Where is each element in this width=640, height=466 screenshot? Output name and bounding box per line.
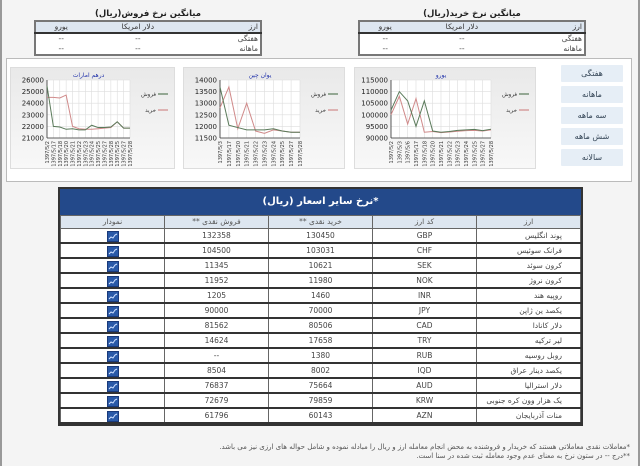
chart-icon[interactable] — [107, 291, 119, 302]
line-chart — [11, 68, 174, 168]
chart-icon[interactable] — [107, 366, 119, 377]
currency-code: JPY — [373, 303, 477, 318]
currency-code: TRY — [373, 333, 477, 348]
svg-text:1397/5/27: 1397/5/27 — [289, 141, 296, 167]
cash-sell: 11345 — [165, 258, 269, 273]
currency-code: IQD — [373, 363, 477, 378]
chart-icon[interactable] — [107, 246, 119, 257]
currency-code: SEK — [373, 258, 477, 273]
svg-text:1397/5/23: 1397/5/23 — [455, 141, 462, 167]
table-row — [61, 363, 581, 378]
chart-cell — [61, 333, 165, 348]
chart-icon[interactable] — [107, 396, 119, 407]
currency-name: فرانک سوئیس — [477, 243, 581, 258]
svg-text:1397/5/17: 1397/5/17 — [414, 141, 420, 167]
cash-sell: -- — [165, 348, 269, 363]
table-row: هفتگی -- -- — [382, 34, 582, 43]
chart-panel — [6, 58, 632, 182]
table-row — [61, 273, 581, 288]
chart-icon[interactable] — [107, 381, 119, 392]
svg-text:فروش: فروش — [310, 92, 326, 98]
currency-code: INR — [373, 288, 477, 303]
chart-icon[interactable] — [107, 261, 119, 272]
currency-name: منات آذربایجان — [477, 408, 581, 423]
currency-name: کرون سوئد — [477, 258, 581, 273]
line-chart — [355, 68, 535, 168]
table-row — [61, 229, 581, 244]
period-monthly-button[interactable]: ماهانه — [561, 86, 623, 103]
cash-buy: 60143 — [269, 408, 373, 423]
period-yearly-button[interactable]: سالانه — [561, 149, 623, 166]
table-row — [61, 333, 581, 348]
table-row — [61, 243, 581, 258]
currency-code: NOK — [373, 273, 477, 288]
table-row — [61, 393, 581, 408]
svg-text:1397/5/23: 1397/5/23 — [83, 141, 90, 167]
chart-cell — [61, 229, 165, 244]
chart-cell — [61, 273, 165, 288]
svg-text:1397/5/18: 1397/5/18 — [57, 141, 64, 167]
chart-icon[interactable] — [107, 276, 119, 287]
svg-text:13000: 13000 — [194, 99, 217, 108]
cash-sell: 90000 — [165, 303, 269, 318]
svg-text:21000: 21000 — [21, 134, 44, 143]
cash-buy: 75664 — [269, 378, 373, 393]
period-buttons — [561, 65, 623, 170]
svg-text:1397/5/25: 1397/5/25 — [96, 141, 103, 167]
chart-cell — [61, 243, 165, 258]
svg-text:100000: 100000 — [361, 111, 388, 120]
chart-cell — [61, 393, 165, 408]
currency-code: RUB — [373, 348, 477, 363]
currency-name: کرون نروژ — [477, 273, 581, 288]
svg-text:1397/5/2: 1397/5/2 — [45, 141, 51, 164]
svg-text:25000: 25000 — [21, 88, 44, 97]
chart-cell — [61, 318, 165, 333]
currency-name: پوند انگلیس — [477, 229, 581, 244]
svg-text:فروش: فروش — [140, 92, 156, 98]
currency-code: KRW — [373, 393, 477, 408]
chart-icon[interactable] — [107, 306, 119, 317]
chart-cell — [61, 348, 165, 363]
svg-text:23000: 23000 — [21, 111, 44, 120]
svg-text:110000: 110000 — [361, 88, 388, 97]
avg-buy-table — [358, 20, 586, 56]
cash-buy: 17658 — [269, 333, 373, 348]
svg-text:1397/5/17: 1397/5/17 — [51, 141, 58, 167]
svg-text:12000: 12000 — [194, 122, 217, 131]
currency-name: روبل روسیه — [477, 348, 581, 363]
svg-text:95000: 95000 — [365, 122, 388, 131]
period-3month-button[interactable]: سه ماهه — [561, 107, 623, 124]
svg-text:1397/5/20: 1397/5/20 — [235, 141, 242, 167]
currency-code: GBP — [373, 229, 477, 244]
svg-text:1397/5/21: 1397/5/21 — [439, 141, 445, 167]
table-row: هفتگی -- -- — [58, 34, 258, 43]
svg-text:1397/5/6: 1397/5/6 — [405, 141, 412, 164]
currency-name: یک هزار وون کره جنوبی — [477, 393, 581, 408]
svg-text:خرید: خرید — [315, 108, 326, 114]
avg-sell-box — [34, 8, 262, 56]
period-weekly-button[interactable]: هفتگی — [561, 65, 623, 82]
cash-buy: 70000 — [269, 303, 373, 318]
svg-text:1397/5/28: 1397/5/28 — [298, 141, 304, 167]
currency-name: روپیه هند — [477, 288, 581, 303]
cash-sell: 72679 — [165, 393, 269, 408]
chart-cell — [61, 258, 165, 273]
svg-text:26000: 26000 — [21, 76, 44, 85]
svg-text:1397/5/23: 1397/5/23 — [262, 141, 269, 167]
chart-cell — [61, 303, 165, 318]
svg-text:1397/5/27: 1397/5/27 — [102, 141, 109, 167]
footnote-cash: *معاملات نقدی معاملاتی هستند که خریدار و فروشنده به محض انجام معامله ارز و ریال را مبادله نموده و شامل حواله های ارزی نیز می باشد. — [219, 443, 630, 451]
cash-buy: 79859 — [269, 393, 373, 408]
svg-text:1397/5/3: 1397/5/3 — [397, 141, 404, 164]
svg-text:1397/5/24: 1397/5/24 — [271, 141, 278, 167]
cash-buy: 103031 — [269, 243, 373, 258]
svg-text:1397/5/25: 1397/5/25 — [115, 141, 122, 167]
cash-buy: 130450 — [269, 229, 373, 244]
chart-eur — [354, 67, 536, 169]
col-cash-sell: فروش نقدی ** — [165, 216, 269, 229]
cash-sell: 132358 — [165, 229, 269, 244]
col-code: کد ارز — [373, 216, 477, 229]
rates-table — [60, 215, 581, 424]
svg-text:درهم امارات: درهم امارات — [72, 72, 105, 79]
cash-buy: 1380 — [269, 348, 373, 363]
table-row — [61, 378, 581, 393]
currency-code: AZN — [373, 408, 477, 423]
cash-buy: 10621 — [269, 258, 373, 273]
svg-text:1397/5/27: 1397/5/27 — [121, 141, 128, 167]
table-row — [61, 318, 581, 333]
col-currency: ارز — [513, 21, 585, 33]
currency-name: دلار استرالیا — [477, 378, 581, 393]
footnotes — [30, 443, 630, 461]
svg-text:1397/5/3: 1397/5/3 — [218, 141, 224, 164]
cash-buy: 80506 — [269, 318, 373, 333]
chart-cny — [183, 67, 345, 169]
svg-text:یوان چین: یوان چین — [248, 72, 272, 79]
svg-text:12500: 12500 — [194, 111, 217, 120]
table-row — [61, 258, 581, 273]
avg-sell-table — [34, 20, 262, 56]
svg-text:115000: 115000 — [361, 76, 388, 85]
svg-text:خرید: خرید — [506, 108, 517, 114]
svg-text:1397/5/22: 1397/5/22 — [76, 141, 83, 167]
svg-text:1397/5/21: 1397/5/21 — [70, 141, 77, 167]
svg-text:1397/5/28: 1397/5/28 — [489, 141, 495, 167]
cash-sell: 1205 — [165, 288, 269, 303]
chart-icon[interactable] — [107, 351, 119, 362]
cash-sell: 104500 — [165, 243, 269, 258]
currency-name: یکصد دینار عراق — [477, 363, 581, 378]
col-eur: یورو — [359, 21, 410, 33]
currency-code: CAD — [373, 318, 477, 333]
cash-buy: 11980 — [269, 273, 373, 288]
avg-buy-title: میانگین نرخ خرید(ریال) — [423, 9, 521, 19]
currency-name: دلار کانادا — [477, 318, 581, 333]
col-currency: ارز — [189, 21, 261, 33]
col-usd: دلار امریکا — [86, 21, 189, 33]
table-row — [61, 408, 581, 423]
footnote-dash: **درج -- در ستون نرخ به معنای عدم وجود معامله ثبت شده در سنا است. — [416, 452, 630, 460]
chart-cell — [61, 378, 165, 393]
svg-text:1397/5/25: 1397/5/25 — [280, 141, 287, 167]
other-rates-panel — [58, 187, 583, 426]
chart-aed — [10, 67, 175, 169]
cash-sell: 14624 — [165, 333, 269, 348]
chart-cell — [61, 363, 165, 378]
col-currency: ارز — [477, 216, 581, 229]
chart-icon[interactable] — [107, 336, 119, 347]
svg-text:1397/5/2: 1397/5/2 — [389, 141, 395, 164]
col-usd: دلار امریکا — [410, 21, 513, 33]
cash-sell: 81562 — [165, 318, 269, 333]
svg-text:1397/5/24: 1397/5/24 — [89, 141, 96, 167]
svg-text:13500: 13500 — [194, 88, 217, 97]
currency-name: لیر ترکیه — [477, 333, 581, 348]
svg-text:1397/5/20: 1397/5/20 — [64, 141, 71, 167]
cash-sell: 8504 — [165, 363, 269, 378]
svg-text:24000: 24000 — [21, 99, 44, 108]
cash-buy: 8002 — [269, 363, 373, 378]
svg-text:105000: 105000 — [361, 99, 388, 108]
svg-text:22000: 22000 — [21, 122, 44, 131]
line-chart — [184, 68, 344, 168]
svg-text:1397/5/28: 1397/5/28 — [108, 141, 115, 167]
svg-text:1397/5/17: 1397/5/17 — [226, 141, 233, 167]
svg-text:14000: 14000 — [194, 76, 217, 85]
cash-sell: 76837 — [165, 378, 269, 393]
svg-text:1397/5/22: 1397/5/22 — [253, 141, 260, 167]
cash-buy: 1460 — [269, 288, 373, 303]
currency-name: یکصد ین ژاپن — [477, 303, 581, 318]
svg-text:11500: 11500 — [194, 134, 217, 143]
currency-code: CHF — [373, 243, 477, 258]
chart-cell — [61, 288, 165, 303]
table-row: ماهانه -- -- — [58, 44, 258, 53]
svg-text:یورو: یورو — [435, 72, 447, 79]
avg-buy-box — [358, 8, 586, 56]
svg-text:خرید: خرید — [145, 108, 156, 114]
chart-cell — [61, 408, 165, 423]
avg-sell-title: میانگین نرخ فروش(ریال) — [95, 9, 201, 19]
table-row — [61, 348, 581, 363]
svg-text:1397/5/27: 1397/5/27 — [480, 141, 487, 167]
cash-sell: 61796 — [165, 408, 269, 423]
chart-icon[interactable] — [107, 231, 119, 242]
svg-text:فروش: فروش — [501, 92, 517, 98]
svg-text:1397/5/25: 1397/5/25 — [472, 141, 479, 167]
col-chart: نمودار — [61, 216, 165, 229]
svg-text:1397/5/22: 1397/5/22 — [447, 141, 454, 167]
svg-text:90000: 90000 — [365, 134, 388, 143]
period-6month-button[interactable]: شش ماهه — [561, 128, 623, 145]
svg-text:1397/5/24: 1397/5/24 — [464, 141, 470, 167]
chart-icon[interactable] — [107, 411, 119, 422]
svg-text:1397/5/21: 1397/5/21 — [244, 141, 251, 167]
cash-sell: 11952 — [165, 273, 269, 288]
svg-text:1397/5/28: 1397/5/28 — [128, 141, 134, 167]
svg-text:1397/5/20: 1397/5/20 — [430, 141, 437, 167]
rates-title: نرخ سایر اسعار (ریال)* — [60, 189, 581, 215]
table-row — [61, 303, 581, 318]
col-cash-buy: خرید نقدی ** — [269, 216, 373, 229]
table-row — [61, 288, 581, 303]
svg-text:1397/5/18: 1397/5/18 — [422, 141, 429, 167]
table-row: ماهانه -- -- — [382, 44, 582, 53]
chart-icon[interactable] — [107, 321, 119, 332]
col-eur: یورو — [35, 21, 86, 33]
currency-code: AUD — [373, 378, 477, 393]
